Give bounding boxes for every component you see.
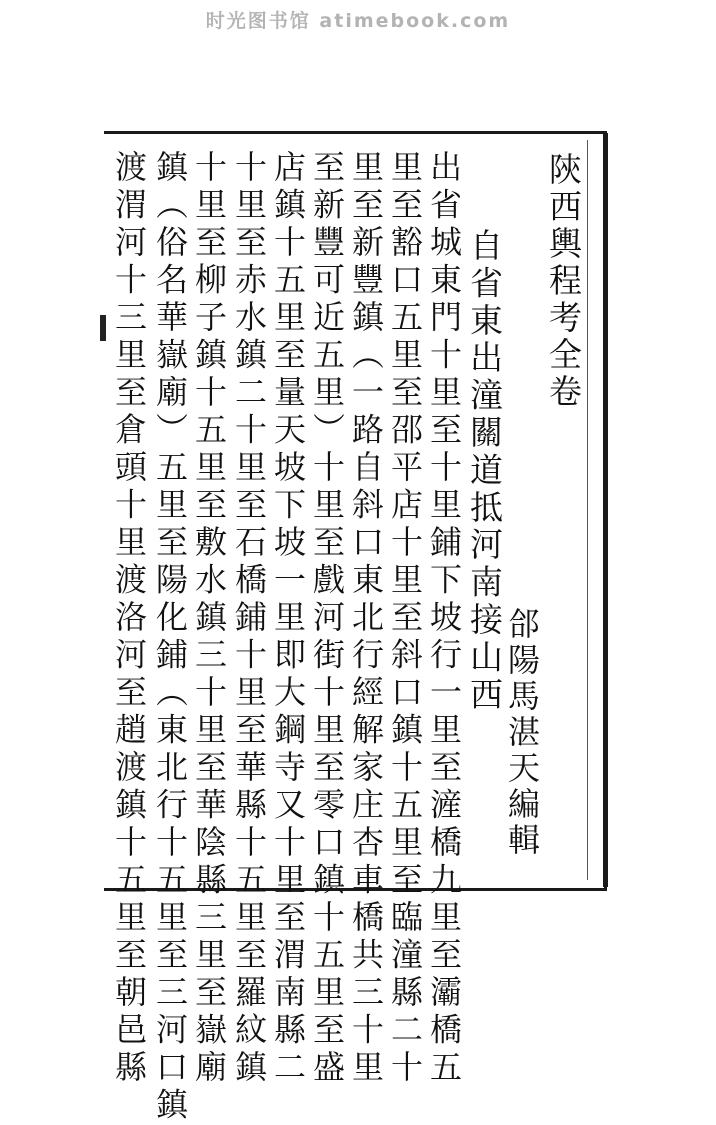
text-column-8: 鎮（俗名華嶽廟）五里至陽化鋪（東北行十五里至三河口鎮 [151,150,189,1125]
text-column-1: 出省城東門十里至十里鋪下坡行一里至滻橋九里至灞橋五 [425,150,463,1088]
text-column-4: 至新豐可近五里）十里至戲河街十里至零口鎮十五里至盛 [308,150,346,1088]
text-column-5: 店鎮十五里至量天坡下坡一里即大鋼寺又十里至渭南縣二 [269,150,307,1088]
frame-right-rule [603,133,608,887]
gutter-mark [100,315,106,341]
text-column-3: 里至新豐鎮（一路自斜口東北行經解家庄杏車橋共三十里 [347,150,385,1088]
book-title: 陝西輿程考全卷 [544,152,583,411]
text-column-6: 十里至赤水鎮二十里至石橋鋪十里至華縣十五里至羅紋鎮 [230,150,268,1088]
text-column-2: 里至豁口五里至邵平店十里至斜口鎮十五里至臨潼縣二十 [386,150,424,1088]
section-heading: 自省東出潼關道抵河南接山西 [465,228,504,715]
text-column-7: 十里至柳子鎮十五里至敷水鎮三十里至華陰縣三里至嶽廟 [190,150,228,1088]
author-line: 郃陽馬湛天編輯 [503,607,541,859]
watermark: 时光图书馆 atimebook.com [205,10,511,32]
frame-inner-rule [587,140,588,880]
text-column-9: 渡渭河十三里至倉頭十里渡洛河至趙渡鎮十五里至朝邑縣 [110,150,148,1088]
